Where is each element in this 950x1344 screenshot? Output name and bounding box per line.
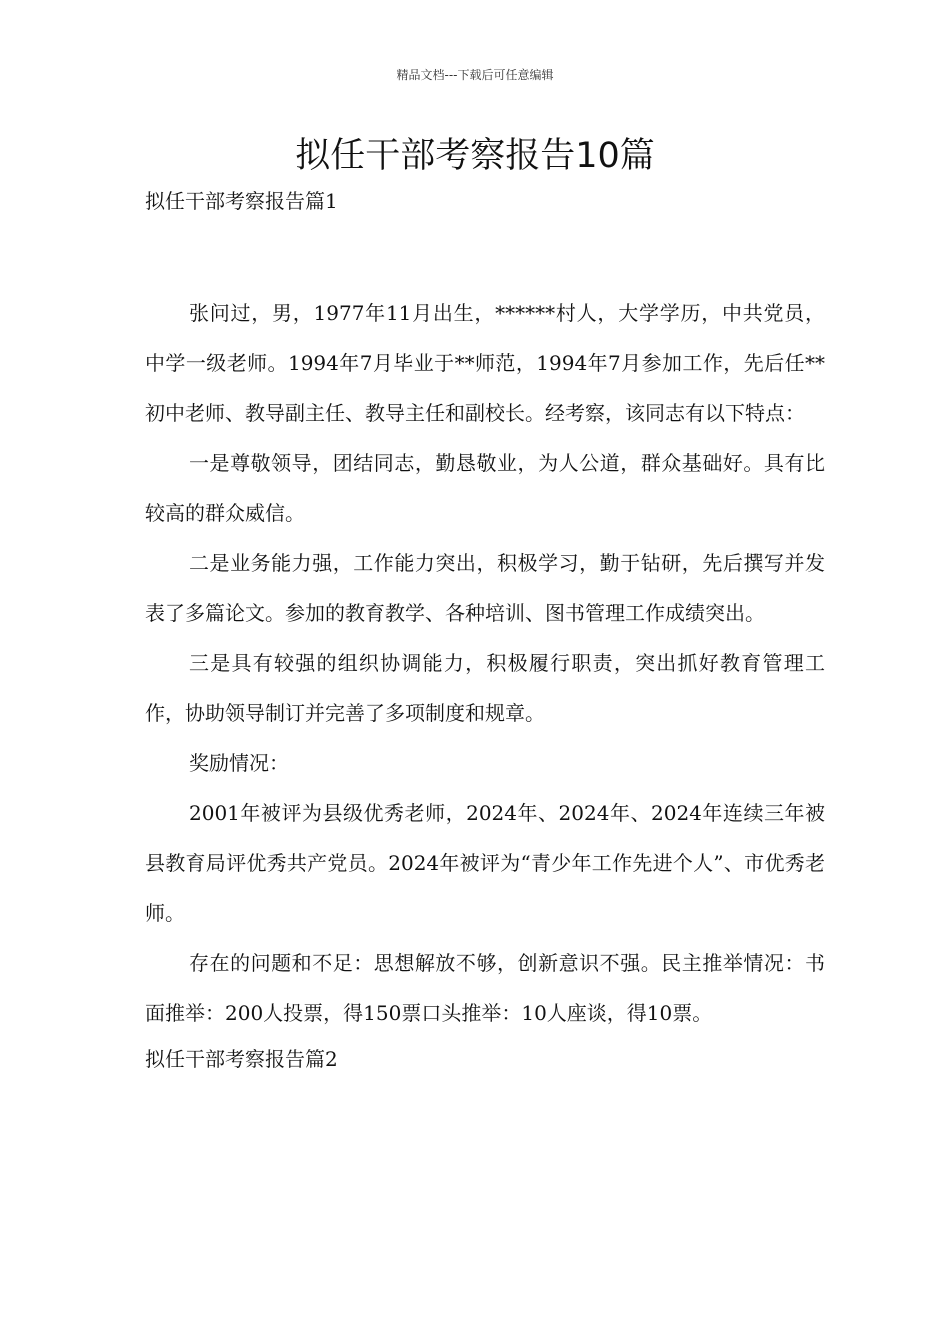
paragraph-7: 存在的问题和不足：思想解放不够，创新意识不强。民主推举情况：书面推举：200人投票，得150票口头推举：10人座谈，得10票。 <box>145 951 825 1025</box>
paragraph-4: 三是具有较强的组织协调能力，积极履行职责，突出抓好教育管理工作，协助领导制订并完善了多项制度和规章。 <box>145 651 825 725</box>
section-heading-1: 拟任干部考察报告篇1 <box>145 189 338 213</box>
paragraph-5: 奖励情况： <box>189 751 289 775</box>
page-header: 精品文档---下载后可任意编辑 <box>396 68 554 82</box>
document-title: 拟任干部考察报告10篇 <box>295 136 655 176</box>
document-body <box>145 186 825 1074</box>
section-heading-2: 拟任干部考察报告篇2 <box>145 1047 338 1071</box>
spacer <box>145 216 825 288</box>
paragraph-6: 2001年被评为县级优秀老师，2024年、2024年、2024年连续三年被县教育局评优秀共产党员。2024年被评为“青少年工作先进个人”、市优秀老师。 <box>145 801 825 925</box>
paragraph-2: 一是尊敬领导，团结同志，勤恳敬业，为人公道，群众基础好。具有比较高的群众威信。 <box>145 451 825 525</box>
paragraph-1: 张问过，男，1977年11月出生，******村人，大学学历，中共党员，中学一级老师。1994年7月毕业于**师范，1994年7月参加工作，先后任**初中老师、教导副主任、教导主任和副校长。经考察，该同志有以下特点： <box>145 301 825 425</box>
paragraph-3: 二是业务能力强，工作能力突出，积极学习，勤于钻研，先后撰写并发表了多篇论文。参加的教育教学、各种培训、图书管理工作成绩突出。 <box>145 551 825 625</box>
